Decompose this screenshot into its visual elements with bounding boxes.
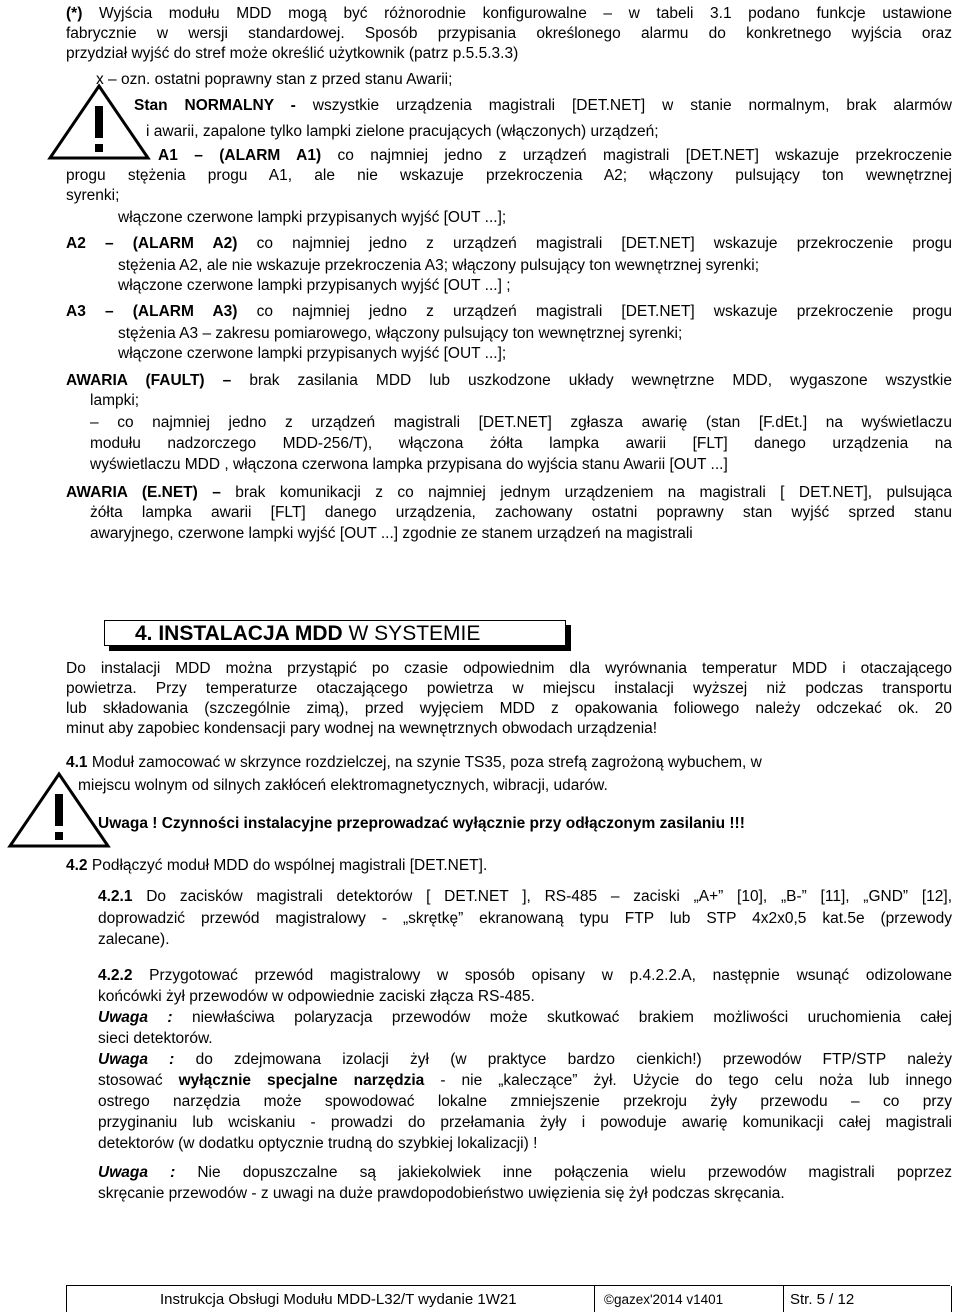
state-a2-line-1 (66, 234, 952, 254)
install-paragraph-line-2: powietrza. Przy temperaturze otaczającego powietrza w miejscu instalacji wyższej niż podczas transportu (66, 680, 952, 697)
step-4-2-text: Podłączyć moduł MDD do wspólnej magistrali [DET.NET]. (87, 857, 488, 874)
note-1-text: niewłaściwa polaryzacja przewodów może skutkować brakiem możliwości uruchomienia całej (172, 1009, 952, 1026)
step-4-2-2-line-2: końcówki żył przewodów w odpowiednie zaciski złącza RS-485. (98, 988, 535, 1005)
note-3-label: Uwaga : (98, 1164, 176, 1181)
state-a1-line-2: progu stężenia progu A1, ale nie wskazuje przekroczenia A2; włączony pulsujący ton wewnętrznej (66, 167, 952, 184)
state-fault-line-4: modułu nadzorczego MDD-256/T), włączona żółta lampka awarii [FLT] danego urządzenia na (90, 435, 952, 452)
install-paragraph-line-3: lub składowania (szczególnie zimą), przed wyjęciem MDD z opakowania foliowego należy odczekać ok. 20 (66, 700, 952, 717)
state-a1-line-1 (158, 146, 952, 166)
state-fault-line-1 (66, 371, 952, 391)
intro-line-3: przydział wyjść do stref może określić użytkownik (patrz p.5.5.3.3) (66, 45, 519, 62)
state-fault-line-3: – co najmniej jedno z urządzeń magistrali [DET.NET] zgłasza awarię (stan [F.dEt.] na wyświetlaczu (90, 414, 952, 431)
step-4-2-1-line-2: doprowadzić przewód magistralowy - „skrętkę” ekranowaną typu FTP lub STP 4x2x0,5 kat.5e (przewody (98, 910, 952, 927)
state-a2-line-3: włączone czerwone lampki przypisanych wyjść [OUT ...] ; (118, 277, 511, 294)
state-enet-text: brak komunikacji z co najmniej jednym urządzeniem na magistrali [ DET.NET], pulsująca (235, 484, 953, 501)
note-2-line-3: ostrego narzędzia może spowodować lokalne zmniejszenie przekroju żyły przewodu – co przy (98, 1093, 952, 1110)
state-a1-label: A1 – (ALARM A1) (158, 147, 322, 164)
state-a2-text: co najmniej jedno z urządzeń magistrali [DET.NET] wskazuje przekroczenie progu (237, 235, 952, 252)
note-3-line-2: skręcanie przewodów - z uwagi na duże prawdopodobieństwo uwięzienia się żył podczas skręcania. (98, 1185, 785, 1202)
note-3-line-1 (98, 1163, 952, 1183)
power-off-warning: Uwaga ! Czynności instalacyjne przeprowadzać wyłącznie przy odłączonym zasilaniu !!! (98, 815, 745, 832)
intro-text: Wyjścia modułu MDD mogą być różnorodnie konfigurowalne – w tabeli 3.1 podano funkcje ustawione (82, 5, 952, 22)
state-a3-line-3: włączone czerwone lampki przypisanych wyjść [OUT ...]; (118, 345, 507, 362)
note-2-emphasis: wyłącznie specjalne narzędzia (178, 1072, 425, 1089)
note-1-label: Uwaga : (98, 1009, 173, 1026)
state-a1-line-4: włączone czerwone lampki przypisanych wyjść [OUT ...]; (118, 209, 507, 226)
step-4-2-2-line-1 (98, 966, 952, 986)
step-4-2 (66, 856, 487, 876)
state-a3-label: A3 – (ALARM A3) (66, 303, 238, 320)
footer-page-number: Str. 5 / 12 (790, 1291, 855, 1308)
note-3-text: Nie dopuszczalne są jakiekolwiek inne połączenia wielu przewodów magistrali poprzez (175, 1164, 952, 1181)
step-4-2-1-number: 4.2.1 (98, 888, 133, 905)
note-2-text: do zdejmowana izolacji żył (w praktyce bardzo cienkich!) przewodów FTP/STP należy (174, 1051, 952, 1068)
note-2-line-2 (98, 1071, 952, 1091)
state-normal-text: wszystkie urządzenia magistrali [DET.NET] w stanie normalnym, brak alarmów (295, 97, 952, 114)
note-2-line-4: przyginaniu lub wciskaniu - prowadzi do przełamania żyły i powoduje awarię komunikacji całej magistrali (98, 1114, 952, 1131)
state-a2-label: A2 – (ALARM A2) (66, 235, 238, 252)
state-a1-text: co najmniej jedno z urządzeń magistrali [DET.NET] wskazuje przekroczenie (321, 147, 952, 164)
note-2-text-b: - nie „kaleczące” żył. Użycie do tego celu noża lub innego (424, 1072, 952, 1089)
step-4-2-1-text: Do zacisków magistrali detektorów [ DET.NET ], RS-485 – zaciski „A+” [10], „B-” [11], „GND” [12], (132, 888, 952, 905)
state-enet-label: AWARIA (E.NET) – (66, 484, 221, 501)
note-2-line-1 (98, 1050, 952, 1070)
footer-manual-title: Instrukcja Obsługi Modułu MDD-L32/T wydanie 1W21 (160, 1291, 517, 1308)
note-2-line-5: detektorów (w dodatku optycznie trudną do szybkiej lokalizacji) ! (98, 1135, 538, 1152)
step-4-2-1-line-1 (98, 887, 952, 907)
step-4-1-line-2: miejscu wolnym od silnych zakłóceń elektromagnetycznych, wibracji, udarów. (78, 777, 608, 794)
note-2-text-a: stosować (98, 1072, 179, 1089)
section-heading-title: W SYSTEMIE (342, 622, 481, 645)
state-normal-line-2: i awarii, zapalone tylko lampki zielone pracujących (włączonych) urządzeń; (146, 123, 659, 140)
state-enet-line-1 (66, 483, 952, 503)
install-paragraph-line-1: Do instalacji MDD można przystąpić po czasie odpowiednim dla wyrównania temperatur MDD i otaczającego (66, 660, 952, 677)
last-state-legend: x – ozn. ostatni poprawny stan z przed stanu Awarii; (96, 71, 453, 88)
intro-line-1 (66, 4, 952, 24)
section-heading (104, 620, 566, 646)
state-enet-line-3: awaryjnego, czerwone lampki wyjść [OUT ...] zgodnie ze stanem urządzeń na magistrali (90, 525, 693, 542)
state-fault-line-5: wyświetlaczu MDD , włączona czerwona lampka przypisana do wyjścia stanu Awarii [OUT ...] (90, 456, 728, 473)
step-4-2-2-text: Przygotować przewód magistralowy w sposób opisany w p.4.2.2.A, następnie wsunąć odizolowane (132, 967, 952, 984)
state-a2-line-2: stężenia A2, ale nie wskazuje przekroczenia A3; włączony pulsujący ton wewnętrznej syrenki; (118, 257, 759, 274)
footnote-marker: (*) (66, 5, 83, 22)
intro-line-2: fabrycznie w wersji standardowej. Sposób przypisania określonego alarmu do konkretnego wyjścia oraz (66, 25, 952, 42)
step-4-1-line-1 (66, 753, 762, 773)
state-a3-line-1 (66, 302, 952, 322)
step-4-1-number: 4.1 (66, 754, 88, 771)
install-paragraph-line-4: minut aby zapobiec kondensacji pary wodnej na wewnętrznych obwodach urządzenia! (66, 720, 658, 737)
warning-triangle-icon (46, 82, 152, 162)
state-normal-line-1 (134, 96, 952, 116)
state-fault-line-2: lampki; (90, 392, 140, 409)
state-normal-label: Stan NORMALNY - (134, 97, 296, 114)
state-a3-text: co najmniej jedno z urządzeń magistrali [DET.NET] wskazuje przekroczenie progu (237, 303, 952, 320)
state-enet-line-2: żółta lampka awarii [FLT] danego urządzenia, zachowany ostatni poprawny stan wyjść sprzed stanu (90, 504, 952, 521)
footer-copyright: ©gazex'2014 v1401 (604, 1292, 724, 1307)
step-4-2-2-number: 4.2.2 (98, 967, 133, 984)
state-fault-label: AWARIA (FAULT) – (66, 372, 232, 389)
step-4-2-1-line-3: zalecane). (98, 931, 170, 948)
step-4-1-text: Moduł zamocować w skrzynce rozdzielczej, na szynie TS35, poza strefą zagrożoną wybuchem, w (87, 754, 762, 771)
state-a1-line-3: syrenki; (66, 187, 120, 204)
step-4-2-number: 4.2 (66, 857, 88, 874)
section-heading-number: 4. INSTALACJA MDD (135, 622, 343, 645)
state-a3-line-2: stężenia A3 – zakresu pomiarowego, włączony pulsujący ton wewnętrznej syrenki; (118, 325, 683, 342)
state-fault-text: brak zasilania MDD lub uszkodzone układy wewnętrzne MDD, wygaszone wszystkie (231, 372, 952, 389)
note-1-line-1 (98, 1008, 952, 1028)
note-2-label: Uwaga : (98, 1051, 175, 1068)
note-1-line-2: sieci detektorów. (98, 1030, 213, 1047)
